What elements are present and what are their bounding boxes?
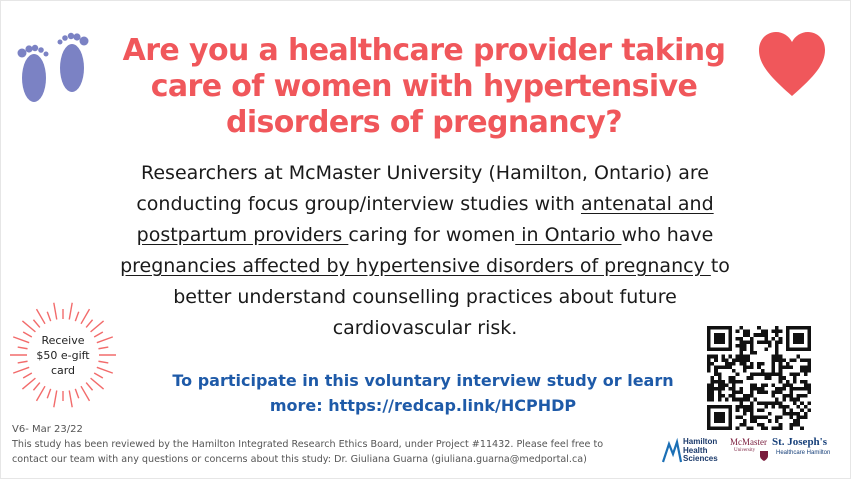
burst-ray [33, 383, 39, 391]
cta-line-2[interactable]: more: https://redcap.link/HCPHDP [269, 396, 577, 415]
mcmaster-logo [730, 437, 770, 469]
st-josephs-logo-text: St. Joseph's [772, 436, 828, 448]
headline-line-3: disorders of pregnancy? [225, 105, 623, 140]
ethics-footnote [12, 437, 660, 467]
call-to-action [158, 368, 688, 418]
heart-icon [757, 30, 827, 98]
hhs-logo-line-2: Health [683, 445, 708, 455]
body-text: who have [621, 224, 714, 246]
burst-ray [22, 378, 35, 389]
burst-ray [81, 309, 90, 324]
qr-code-icon[interactable] [707, 326, 811, 430]
body-line-5: better understand counselling practices about future [173, 286, 677, 308]
cta-line-1: To participate in this voluntary interview study or learn [172, 371, 674, 390]
feet-icon [12, 26, 94, 106]
st-josephs-logo [772, 436, 840, 468]
burst-ray [91, 378, 104, 389]
burst-ray [13, 367, 29, 373]
burst-ray [13, 337, 29, 343]
burst-ray [81, 386, 90, 401]
headline-line-2: care of women with hypertensive [150, 69, 698, 104]
burst-ray [75, 389, 78, 398]
footnote-line-1: This study has been reviewed by the Hamilton Integrated Research Ethics Board, under Project #11432. Please feel free to [12, 439, 604, 450]
incentive-line-2: $50 e-gift [36, 349, 90, 362]
body-text: to [710, 255, 730, 277]
incentive-line-3: card [50, 364, 76, 377]
headline-line-1: Are you a healthcare provider taking [122, 33, 726, 68]
burst-ray [69, 303, 72, 320]
body-line-4 [50, 251, 800, 282]
burst-ray [47, 312, 50, 321]
burst-ray [75, 312, 78, 321]
incentive-badge [28, 333, 98, 378]
study-description [50, 158, 800, 344]
burst-ray [54, 303, 57, 320]
body-line-1: Researchers at McMaster University (Hamilton, Ontario) are [141, 162, 709, 184]
mcmaster-logo-subtext: University [734, 448, 756, 453]
headline [104, 33, 744, 141]
burst-ray [97, 367, 113, 373]
body-line-6: cardiovascular risk. [332, 317, 518, 339]
hhs-logo-text [683, 438, 718, 464]
burst-ray [86, 320, 92, 328]
burst-ray [97, 337, 113, 343]
burst-ray [33, 320, 39, 328]
footnote-line-2: contact our team with any questions or concerns about this study: Dr. Giuliana Guarna (giuliana.guarna@medportal.ca) [12, 454, 587, 465]
burst-ray [98, 361, 108, 363]
burst-ray [98, 347, 108, 349]
burst-ray [69, 390, 72, 407]
body-line-2 [50, 189, 800, 220]
burst-ray [86, 383, 92, 391]
underlined-text: pregnancies affected by hypertensive disorders of pregnancy [120, 255, 711, 277]
underlined-text: postpartum providers [136, 224, 349, 246]
underlined-text: antenatal and [580, 193, 714, 215]
burst-ray [37, 386, 46, 401]
body-line-3 [50, 220, 800, 251]
hhs-logo-line-1: Hamilton [683, 437, 718, 446]
st-josephs-logo-subtext: Healthcare Hamilton [776, 450, 831, 456]
body-text: conducting focus group/interview studies with [136, 193, 581, 215]
burst-ray [18, 347, 28, 349]
burst-ray [18, 361, 28, 363]
body-text: caring for women [348, 224, 516, 246]
shield-icon [760, 451, 768, 461]
underlined-text: in Ontario [515, 224, 622, 246]
version-label: V6- Mar 23/22 [12, 424, 83, 435]
burst-ray [37, 309, 46, 324]
burst-ray [22, 321, 35, 332]
incentive-line-1: Receive [41, 334, 85, 347]
hhs-logo-line-3: Sciences [683, 454, 718, 463]
burst-ray [91, 321, 104, 332]
mcmaster-logo-text: McMaster [730, 437, 767, 447]
burst-ray [54, 390, 57, 407]
burst-ray [47, 389, 50, 398]
